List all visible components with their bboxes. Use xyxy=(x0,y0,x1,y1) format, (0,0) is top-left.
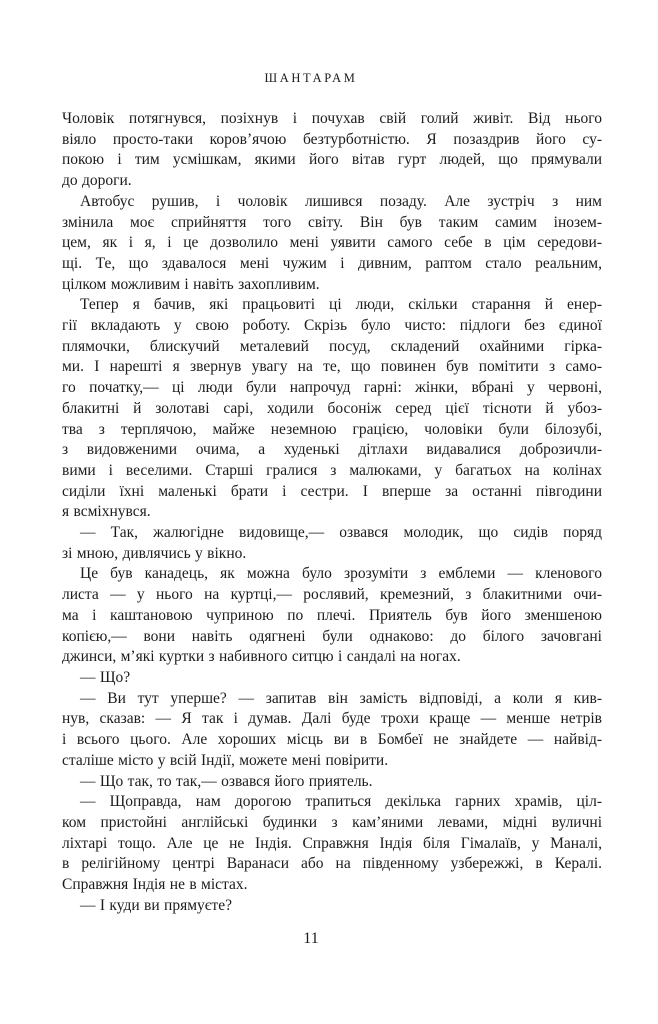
text-line: вими і веселими. Старші гралися з малюками, у багатьох на колінах xyxy=(62,461,602,479)
text-line: — Щоправда, нам дорогою трапиться декілька гарних храмів, ціл- xyxy=(80,793,602,811)
text-line: — Що? xyxy=(80,668,131,686)
text-line: — Так, жалюгідне видовище,— озвався молодик, що сидів поряд xyxy=(80,524,602,542)
text-line: з видовженими очима, а худенькі дітлахи видавалися доброзичли- xyxy=(62,441,602,459)
text-line: го початку,— ці люди були напрочуд гарні: жінки, вбрані у червоні, xyxy=(62,379,602,397)
paragraph xyxy=(62,564,602,668)
text-line: Чоловік потягнувся, позіхнув і почухав свій голий живіт. Від нього xyxy=(62,110,602,127)
paragraph xyxy=(62,192,602,296)
paragraph xyxy=(62,896,602,917)
paragraph xyxy=(62,523,602,564)
text-line: — Ви тут уперше? — запитав він замість відповіді, а коли я кив- xyxy=(80,689,602,707)
text-line: зі мною, дивлячись у вікно. xyxy=(62,544,247,562)
text-line: блакитні й золотаві сарі, ходили босоніж серед цієї тісноти й убоз- xyxy=(62,399,602,417)
text-line: ма і каштановою чуприною по плечі. Приятель був його зменшеною xyxy=(62,606,602,624)
text-line: цем, як і я, і це дозволило мені уявити самого себе в цім середови- xyxy=(62,234,602,252)
text-line: щі. Те, що здавалося мені чужим і дивним, раптом стало реальним, xyxy=(62,254,602,272)
text-line: я всміхнувся. xyxy=(62,503,151,521)
text-line: плямочки, блискучий металевий посуд, складений охайними гірка- xyxy=(62,337,602,355)
paragraph xyxy=(62,792,602,896)
text-line: покою і тим усмішкам, якими його вітав гурт людей, що прямували xyxy=(62,151,602,169)
text-line: листа — у нього на куртці,— рослявий, кремезний, з блакитними очи- xyxy=(62,586,602,604)
text-line: в релігійному центрі Варанаси або на південному узбережжі, в Кералі. xyxy=(62,855,602,873)
text-line: змінила моє сприйняття того світу. Він був таким самим інозем- xyxy=(62,213,602,231)
paragraph xyxy=(62,689,602,772)
paragraph xyxy=(62,668,602,689)
running-header: ШАНТАРАМ xyxy=(264,71,358,85)
text-line: Це був канадець, як можна було зрозуміти з емблеми — кленового xyxy=(80,565,602,583)
text-line: ком пристойні англійські будинки з кам’яними левами, мідні вуличні xyxy=(62,813,602,831)
text-line: до дороги. xyxy=(62,172,132,190)
text-line: Справжня Індія не в містах. xyxy=(62,876,248,894)
text-line: Автобус рушив, і чоловік лишився позаду. Але зустріч з ним xyxy=(80,192,602,210)
text-line: ми. І нарешті я звернув увагу на те, що повинен був помітити з само- xyxy=(62,358,602,376)
text-line: тва з терплячою, майже неземною грацією, чоловіки були білозубі, xyxy=(62,420,602,438)
text-line: сиділи їхні маленькі брати і сестри. І вперше за останні півгодини xyxy=(62,482,602,500)
text-line: цілком можливим і навіть захопливим. xyxy=(62,275,320,293)
page-number: 11 xyxy=(303,930,319,947)
paragraph xyxy=(62,109,602,192)
text-line: — І куди ви прямуєте? xyxy=(80,896,232,914)
text-line: гії вкладають у свою роботу. Скрізь було чисто: підлоги без єдиної xyxy=(62,317,602,335)
paragraph xyxy=(62,772,602,793)
text-line: ліхтарі тощо. Але це не Індія. Справжня Індія біля Гімалаїв, у Маналі, xyxy=(62,834,602,852)
text-line: сталіше місто у всій Індії, можете мені повірити. xyxy=(62,751,389,769)
text-line: Тепер я бачив, які працьовиті ці люди, скільки старання й енер- xyxy=(80,296,602,314)
text-line: нув, сказав: — Я так і думав. Далі буде трохи краще — менше нетрів xyxy=(62,710,602,728)
text-line: джинси, м’які куртки з набивного ситцю і сандалі на ногах. xyxy=(62,648,461,666)
paragraph xyxy=(62,295,602,523)
text-line: віяло просто-таки коров’ячою безтурботністю. Я позаздрив його су- xyxy=(62,130,602,148)
text-line: і всього цього. Але хороших місць ви в Бомбеї не знайдете — найвід- xyxy=(62,731,602,749)
text-block xyxy=(62,109,602,916)
text-line: — Що так, то так,— озвався його приятель. xyxy=(80,772,373,790)
text-line: копією,— вони навіть одягнені були однаково: до білого зачовгані xyxy=(62,627,602,645)
